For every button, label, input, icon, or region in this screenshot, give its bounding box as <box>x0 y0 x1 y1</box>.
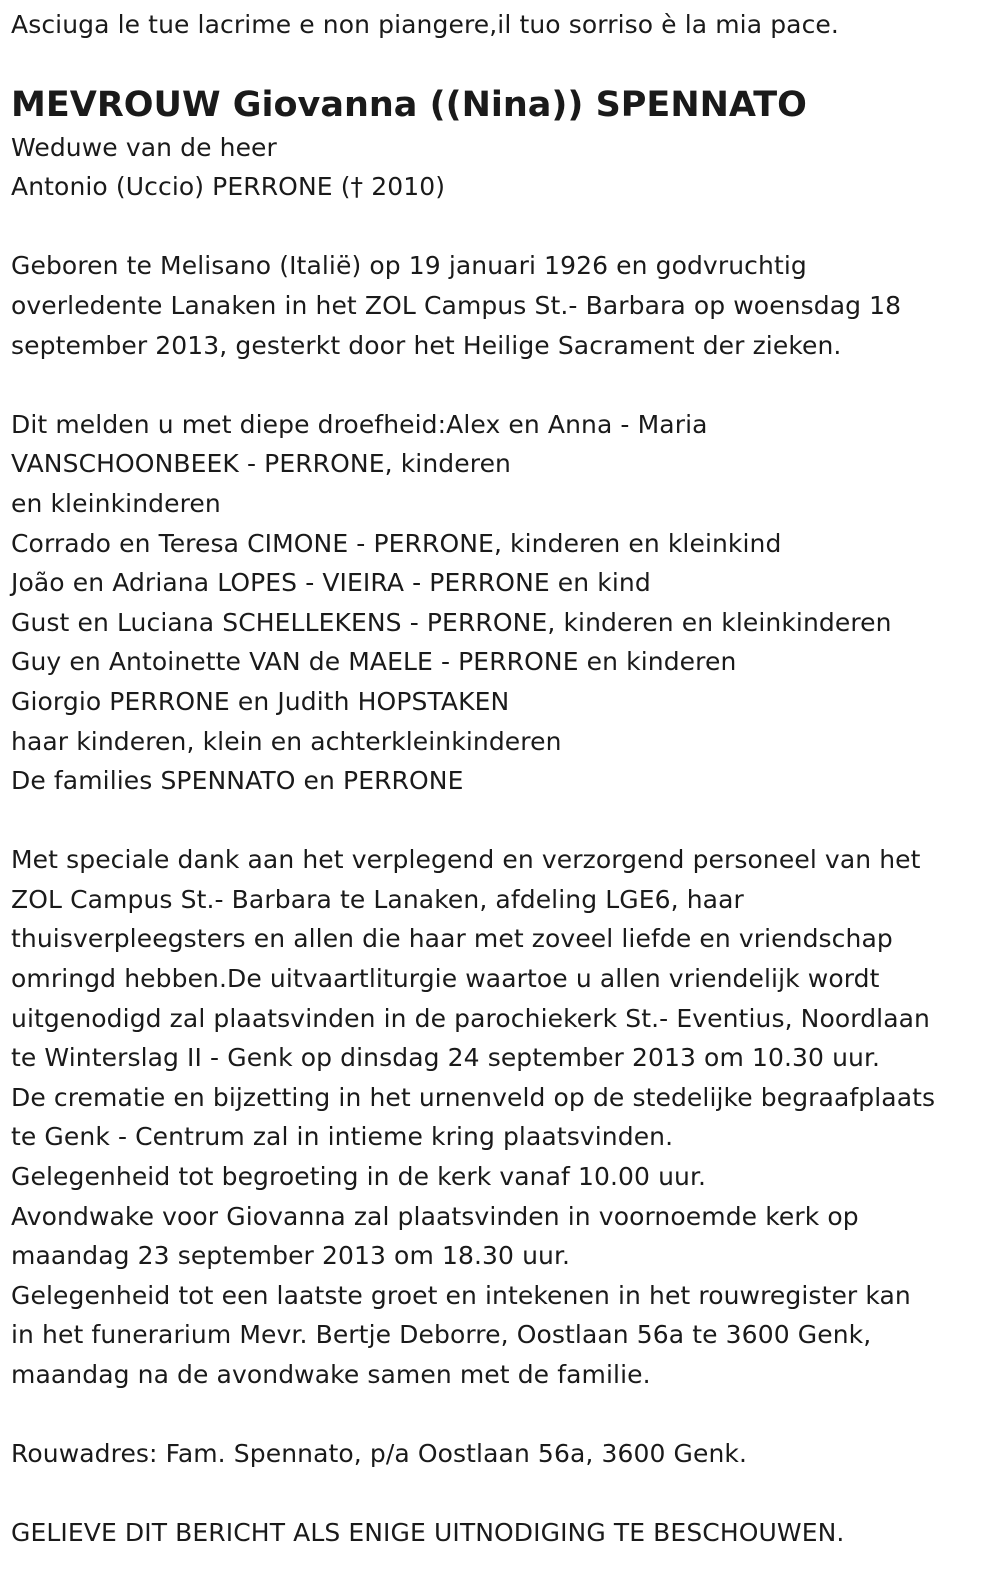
thanks-funeral-line: Avondwake voor Giovanna zal plaatsvinden in voornoemde kerk op <box>11 1201 859 1231</box>
birth-death-line: Geboren te Melisano (Italië) op 19 januari 1926 en godvruchtig <box>11 251 807 281</box>
thanks-funeral-line: Met speciale dank aan het verplegend en verzorgend personeel van het <box>11 845 921 875</box>
family-line: João en Adriana LOPES - VIEIRA - PERRONE en kind <box>11 568 651 598</box>
thanks-funeral-line: ZOL Campus St.- Barbara te Lanaken, afdeling LGE6, haar <box>11 884 744 914</box>
thanks-funeral-line: te Genk - Centrum zal in intieme kring plaatsvinden. <box>11 1122 674 1152</box>
birth-death-line: overledente Lanaken in het ZOL Campus St.- Barbara op woensdag 18 <box>11 290 902 320</box>
paragraph-gap <box>11 1474 991 1514</box>
family-line: Gust en Luciana SCHELLEKENS - PERRONE, kinderen en kleinkinderen <box>11 607 892 637</box>
birth-death-line: september 2013, gesterkt door het Heilige Sacrament der zieken. <box>11 330 842 360</box>
thanks-funeral-line: te Winterslag II - Genk op dinsdag 24 september 2013 om 10.30 uur. <box>11 1043 881 1073</box>
thanks-funeral-line: maandag na de avondwake samen met de familie. <box>11 1360 651 1389</box>
thanks-funeral-line: maandag 23 september 2013 om 18.30 uur. <box>11 1241 571 1271</box>
family-line: VANSCHOONBEEK - PERRONE, kinderen <box>11 449 511 479</box>
thanks-funeral-line: De crematie en bijzetting in het urnenveld op de stedelijke begraafplaats <box>11 1082 936 1112</box>
widow-line: Weduwe van de heer <box>11 132 277 162</box>
closing-notice: GELIEVE DIT BERICHT ALS ENIGE UITNODIGING TE BESCHOUWEN. <box>11 1518 845 1548</box>
family-line: De families SPENNATO en PERRONE <box>11 766 464 796</box>
paragraph-gap <box>11 207 991 247</box>
paragraph-gap <box>11 365 991 405</box>
thanks-funeral-line: Gelegenheid tot een laatste groet en intekenen in het rouwregister kan <box>11 1280 911 1310</box>
family-line: en kleinkinderen <box>11 488 221 518</box>
paragraph-gap <box>11 801 991 841</box>
family-line: Dit melden u met diepe droefheid:Alex en Anna - Maria <box>11 409 708 439</box>
thanks-funeral-line: uitgenodigd zal plaatsvinden in de parochiekerk St.- Eventius, Noordlaan <box>11 1003 931 1033</box>
paragraph-gap <box>11 1395 991 1435</box>
thanks-funeral-line: omringd hebben.De uitvaartliturgie waartoe u allen vriendelijk wordt <box>11 964 880 994</box>
opening-quote: Asciuga le tue lacrime e non piangere,il tuo sorriso è la mia pace. <box>11 10 839 39</box>
obituary-notice <box>11 0 991 1553</box>
thanks-funeral-line: in het funerarium Mevr. Bertje Deborre, Oostlaan 56a te 3600 Genk, <box>11 1320 872 1350</box>
family-line: haar kinderen, klein en achterkleinkinderen <box>11 726 562 756</box>
widow-line: Antonio (Uccio) PERRONE († 2010) <box>11 172 446 202</box>
deceased-name-title: MEVROUW Giovanna ((Nina)) SPENNATO <box>11 84 807 125</box>
family-line: Giorgio PERRONE en Judith HOPSTAKEN <box>11 686 510 716</box>
family-line: Guy en Antoinette VAN de MAELE - PERRONE en kinderen <box>11 647 737 677</box>
thanks-funeral-line: thuisverpleegsters en allen die haar met zoveel liefde en vriendschap <box>11 924 893 954</box>
family-line: Corrado en Teresa CIMONE - PERRONE, kinderen en kleinkind <box>11 528 782 558</box>
mourning-address: Rouwadres: Fam. Spennato, p/a Oostlaan 56a, 3600 Genk. <box>11 1439 748 1469</box>
thanks-funeral-line: Gelegenheid tot begroeting in de kerk vanaf 10.00 uur. <box>11 1162 707 1192</box>
